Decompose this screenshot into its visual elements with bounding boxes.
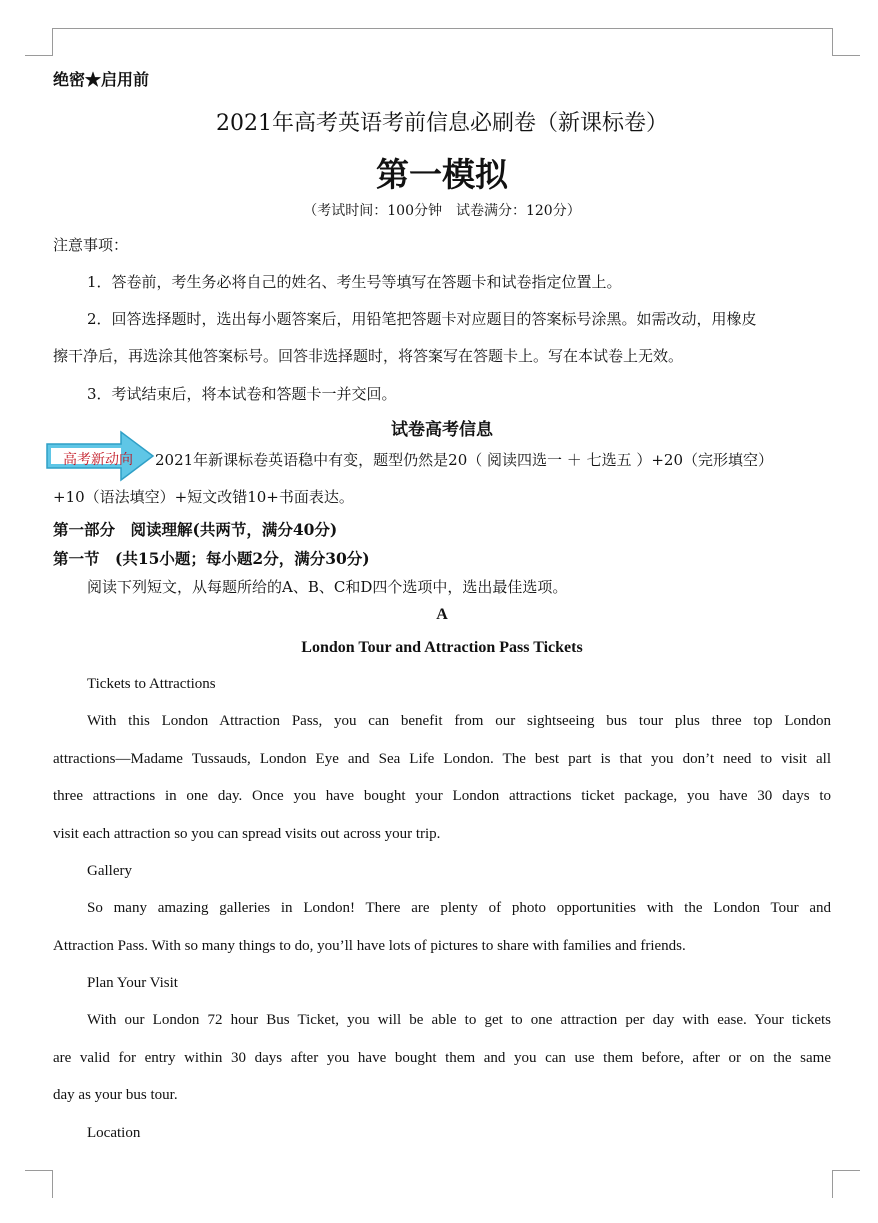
passage-line: are valid for entry within 30 days after you have bought them and you can use them before, after or on the same [53,1050,831,1066]
section1-heading: 第一节 (共15小题；每小题2分，满分30分) [53,549,370,568]
crop-mark-bottom-left [25,1170,53,1198]
passage-letter: A [436,606,448,623]
subheading-tickets: Tickets to Attractions [87,676,216,692]
subheading-location: Location [87,1125,141,1141]
notice-item-1: 1．答卷前，考生务必将自己的姓名、考生号等填写在答题卡和试卷指定位置上。 [87,273,622,291]
info-heading: 试卷高考信息 [391,420,493,440]
exam-title: 2021年高考英语考前信息必刷卷（新课标卷） [216,111,668,136]
reading-instruction: 阅读下列短文，从每题所给的A、B、C和D四个选项中，选出最佳选项。 [87,578,568,596]
passage-line: With our London 72 hour Bus Ticket, you will be able to get to one attraction per day with ease. Your tickets [87,1012,831,1028]
passage-line: three attractions in one day. Once you have bought your London attractions ticket package, you have 30 days to [53,788,831,804]
passage-line: attractions—Madame Tussauds, London Eye and Sea Life London. The best part is that you don’t need to visit all [53,751,831,767]
info-line-1: 2021年新课标卷英语稳中有变，题型仍然是20（ 阅读四选一 ＋ 七选五 ）+20（完形填空） [155,451,773,469]
passage-line: Attraction Pass. With so many things to do, you’ll have lots of pictures to share with families and friends. [53,938,686,954]
subheading-gallery: Gallery [87,863,132,879]
passage-line: visit each attraction so you can spread visits out across your trip. [53,826,441,842]
trend-banner [45,430,155,482]
subheading-plan-visit: Plan Your Visit [87,975,178,991]
notice-item-3: 3．考试结束后，将本试卷和答题卡一并交回。 [87,385,397,403]
crop-mark-bottom-right [832,1170,860,1198]
notice-heading: 注意事项： [53,236,129,254]
notice-item-2-cont: 擦干净后，再选涂其他答案标号。回答非选择题时，将答案写在答题卡上。写在本试卷上无效。 [53,347,684,365]
crop-mark-top-right [832,28,860,56]
notice-item-2: 2．回答选择题时，选出每小题答案后，用铅笔把答题卡对应题目的答案标号涂黑。如需改动，用橡皮 [87,310,757,328]
exam-subtitle: 第一模拟 [376,155,508,194]
trend-banner-label: 高考新动向 [63,452,133,468]
passage-line: day as your bus tour. [53,1087,178,1103]
passage-title: London Tour and Attraction Pass Tickets [301,639,583,656]
crop-mark-top-left [25,28,53,56]
info-line-2: +10（语法填空）+短文改错10+书面表达。 [53,488,354,506]
exam-info: （考试时间：100分钟 试卷满分：120分） [303,203,581,219]
part1-heading: 第一部分 阅读理解(共两节，满分40分) [53,520,338,539]
page-top-border [52,28,832,29]
confidential-label: 绝密★启用前 [53,70,150,89]
passage-line: So many amazing galleries in London! There are plenty of photo opportunities with the London Tour and [87,900,831,916]
passage-line: With this London Attraction Pass, you can benefit from our sightseeing bus tour plus three top London [87,713,831,729]
